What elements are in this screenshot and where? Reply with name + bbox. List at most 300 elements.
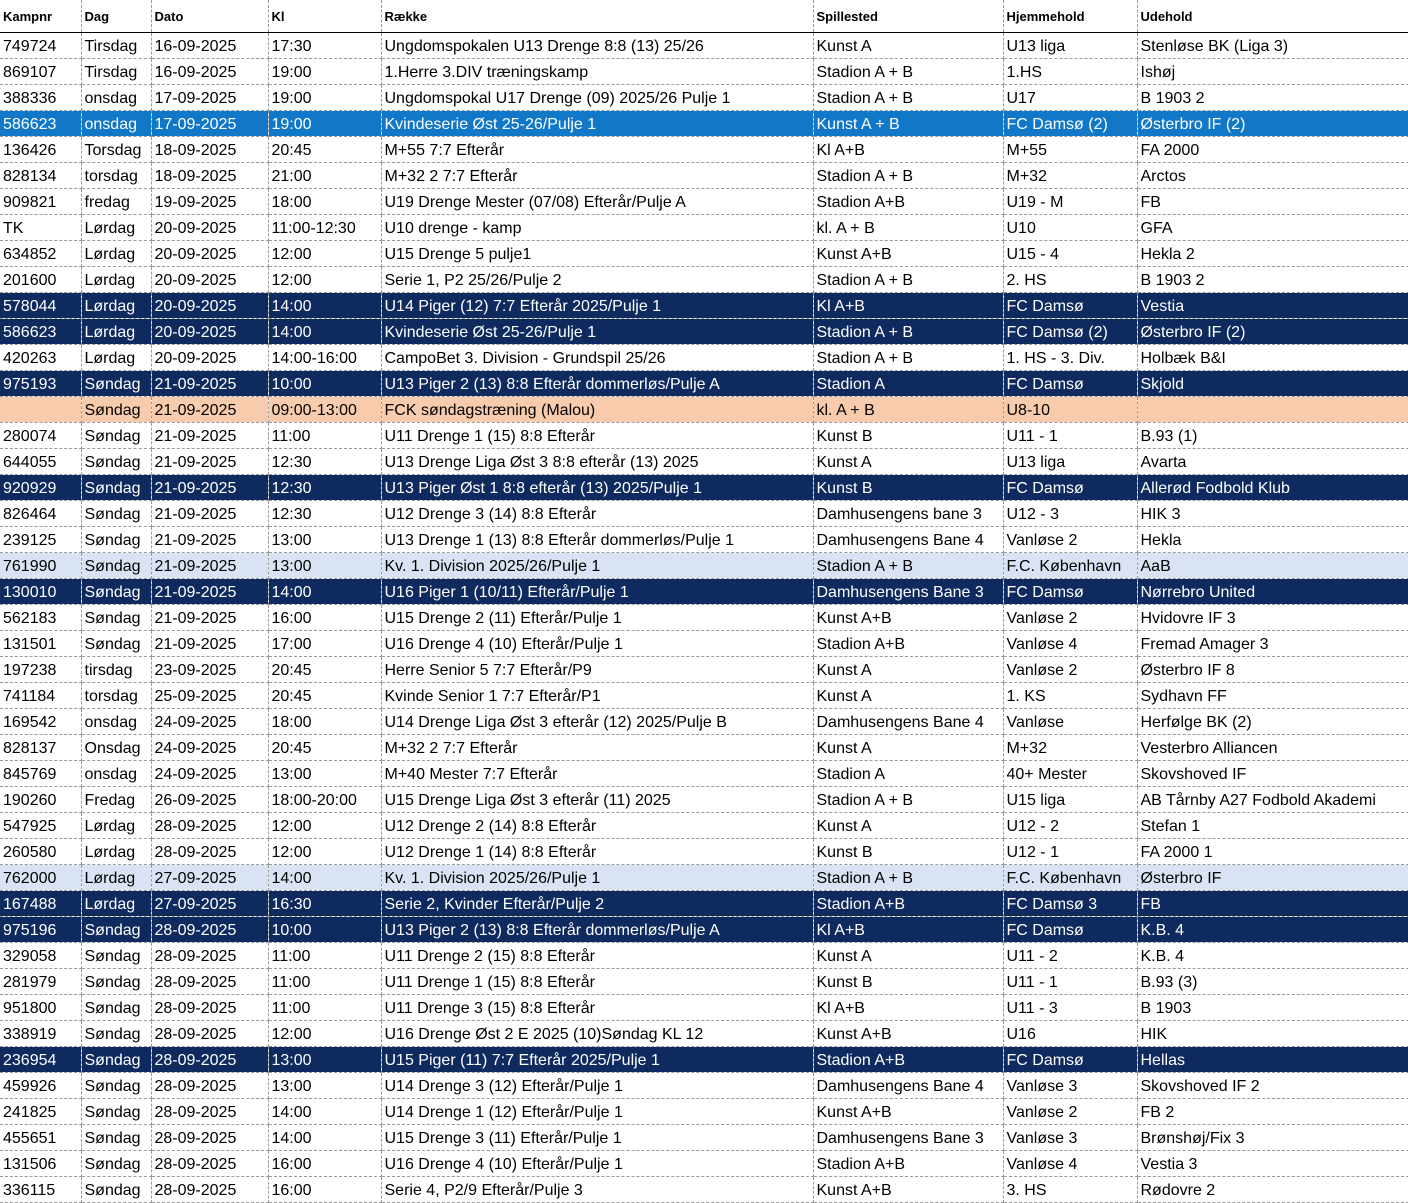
cell-kampnr[interactable]: 169542 [0,709,81,735]
cell-raekke[interactable]: Kvinde Senior 1 7:7 Efterår/P1 [381,683,813,709]
table-row[interactable] [0,85,1408,111]
cell-udehold[interactable]: Skovshoved IF [1137,761,1408,787]
cell-kl[interactable]: 12:00 [268,267,381,293]
cell-raekke[interactable]: CampoBet 3. Division - Grundspil 25/26 [381,345,813,371]
cell-dato[interactable]: 27-09-2025 [151,865,268,891]
cell-kampnr[interactable]: 459926 [0,1073,81,1099]
table-row[interactable] [0,449,1408,475]
cell-dag[interactable]: onsdag [81,761,151,787]
cell-udehold[interactable]: Sydhavn FF [1137,683,1408,709]
cell-spillested[interactable]: Damhusengens Bane 4 [813,527,1003,553]
cell-kl[interactable]: 12:00 [268,839,381,865]
cell-dag[interactable]: Fredag [81,787,151,813]
cell-dato[interactable]: 21-09-2025 [151,553,268,579]
cell-spillested[interactable]: Kunst B [813,969,1003,995]
cell-raekke[interactable]: U13 Drenge Liga Øst 3 8:8 efterår (13) 2025 [381,449,813,475]
table-row[interactable] [0,501,1408,527]
cell-dag[interactable]: Søndag [81,371,151,397]
cell-kampnr[interactable]: 130010 [0,579,81,605]
cell-dato[interactable]: 24-09-2025 [151,761,268,787]
cell-hjemmehold[interactable]: FC Damsø (2) [1003,111,1137,137]
cell-raekke[interactable]: U11 Drenge 1 (15) 8:8 Efterår [381,423,813,449]
table-row[interactable] [0,865,1408,891]
cell-spillested[interactable]: Stadion A+B [813,631,1003,657]
cell-dag[interactable]: Søndag [81,969,151,995]
cell-dag[interactable]: Søndag [81,579,151,605]
cell-hjemmehold[interactable]: 1. HS - 3. Div. [1003,345,1137,371]
cell-kampnr[interactable]: 845769 [0,761,81,787]
cell-kampnr[interactable]: 828134 [0,163,81,189]
table-row[interactable] [0,1151,1408,1177]
cell-kl[interactable]: 14:00 [268,1125,381,1151]
cell-hjemmehold[interactable]: Vanløse 4 [1003,1151,1137,1177]
cell-kampnr[interactable] [0,397,81,423]
cell-dato[interactable]: 24-09-2025 [151,735,268,761]
cell-dag[interactable]: Søndag [81,1021,151,1047]
cell-dag[interactable]: Onsdag [81,735,151,761]
cell-udehold[interactable]: K.B. 4 [1137,943,1408,969]
cell-kampnr[interactable]: 975196 [0,917,81,943]
cell-udehold[interactable]: Stefan 1 [1137,813,1408,839]
cell-dag[interactable]: Søndag [81,917,151,943]
cell-hjemmehold[interactable]: Vanløse 3 [1003,1125,1137,1151]
cell-kampnr[interactable]: 951800 [0,995,81,1021]
cell-dato[interactable]: 21-09-2025 [151,527,268,553]
cell-raekke[interactable]: U14 Piger (12) 7:7 Efterår 2025/Pulje 1 [381,293,813,319]
cell-hjemmehold[interactable]: U11 - 1 [1003,423,1137,449]
cell-hjemmehold[interactable]: U12 - 1 [1003,839,1137,865]
cell-raekke[interactable]: Kv. 1. Division 2025/26/Pulje 1 [381,865,813,891]
cell-udehold[interactable]: Brønshøj/Fix 3 [1137,1125,1408,1151]
cell-spillested[interactable]: Kunst B [813,839,1003,865]
cell-dag[interactable]: Søndag [81,449,151,475]
cell-hjemmehold[interactable]: U12 - 3 [1003,501,1137,527]
cell-kampnr[interactable]: 190260 [0,787,81,813]
cell-dag[interactable]: Lørdag [81,345,151,371]
cell-dato[interactable]: 28-09-2025 [151,1021,268,1047]
cell-dato[interactable]: 21-09-2025 [151,397,268,423]
cell-kampnr[interactable]: 578044 [0,293,81,319]
cell-kampnr[interactable]: 388336 [0,85,81,111]
cell-hjemmehold[interactable]: FC Damsø [1003,371,1137,397]
cell-udehold[interactable]: B.93 (3) [1137,969,1408,995]
cell-dato[interactable]: 26-09-2025 [151,787,268,813]
cell-raekke[interactable]: M+32 2 7:7 Efterår [381,735,813,761]
cell-spillested[interactable]: Kunst A+B [813,1021,1003,1047]
cell-dato[interactable]: 28-09-2025 [151,1125,268,1151]
cell-kampnr[interactable]: TK [0,215,81,241]
cell-udehold[interactable]: Avarta [1137,449,1408,475]
cell-dag[interactable]: torsdag [81,683,151,709]
cell-kampnr[interactable]: 131501 [0,631,81,657]
cell-raekke[interactable]: U16 Drenge 4 (10) Efterår/Pulje 1 [381,1151,813,1177]
cell-hjemmehold[interactable]: 3. HS [1003,1177,1137,1203]
cell-kampnr[interactable]: 260580 [0,839,81,865]
cell-hjemmehold[interactable]: Vanløse 2 [1003,1099,1137,1125]
cell-raekke[interactable]: U16 Drenge Øst 2 E 2025 (10)Søndag KL 12 [381,1021,813,1047]
cell-kampnr[interactable]: 762000 [0,865,81,891]
cell-spillested[interactable]: Kunst A+B [813,1177,1003,1203]
cell-udehold[interactable]: Vesterbro Alliancen [1137,735,1408,761]
cell-dag[interactable]: Lørdag [81,241,151,267]
table-row[interactable] [0,59,1408,85]
cell-dag[interactable]: Søndag [81,501,151,527]
cell-udehold[interactable]: K.B. 4 [1137,917,1408,943]
cell-dag[interactable]: Søndag [81,1073,151,1099]
table-row[interactable] [0,137,1408,163]
table-row[interactable] [0,683,1408,709]
cell-hjemmehold[interactable]: Vanløse 3 [1003,1073,1137,1099]
cell-hjemmehold[interactable]: U11 - 3 [1003,995,1137,1021]
cell-raekke[interactable]: Serie 2, Kvinder Efterår/Pulje 2 [381,891,813,917]
cell-spillested[interactable]: Stadion A + B [813,787,1003,813]
cell-spillested[interactable]: Kunst A [813,943,1003,969]
cell-dato[interactable]: 28-09-2025 [151,1047,268,1073]
cell-udehold[interactable]: Østerbro IF 8 [1137,657,1408,683]
cell-dato[interactable]: 20-09-2025 [151,293,268,319]
cell-kampnr[interactable]: 281979 [0,969,81,995]
cell-dato[interactable]: 28-09-2025 [151,995,268,1021]
table-row[interactable] [0,787,1408,813]
cell-hjemmehold[interactable]: M+55 [1003,137,1137,163]
cell-raekke[interactable]: 1.Herre 3.DIV træningskamp [381,59,813,85]
cell-dato[interactable]: 20-09-2025 [151,345,268,371]
cell-dato[interactable]: 28-09-2025 [151,943,268,969]
header-udehold[interactable]: Udehold [1137,0,1408,33]
cell-hjemmehold[interactable]: FC Damsø [1003,293,1137,319]
cell-dag[interactable]: Søndag [81,527,151,553]
cell-kl[interactable]: 18:00 [268,709,381,735]
cell-dato[interactable]: 28-09-2025 [151,1151,268,1177]
cell-raekke[interactable]: Kvindeserie Øst 25-26/Pulje 1 [381,319,813,345]
cell-kampnr[interactable]: 644055 [0,449,81,475]
cell-hjemmehold[interactable]: U19 - M [1003,189,1137,215]
cell-kampnr[interactable]: 634852 [0,241,81,267]
cell-raekke[interactable]: U13 Piger Øst 1 8:8 efterår (13) 2025/Pulje 1 [381,475,813,501]
cell-spillested[interactable]: Kunst A + B [813,111,1003,137]
table-row[interactable] [0,917,1408,943]
cell-udehold[interactable]: Herfølge BK (2) [1137,709,1408,735]
cell-dato[interactable]: 16-09-2025 [151,59,268,85]
cell-raekke[interactable]: Kvindeserie Øst 25-26/Pulje 1 [381,111,813,137]
cell-udehold[interactable]: Fremad Amager 3 [1137,631,1408,657]
table-row[interactable] [0,969,1408,995]
cell-spillested[interactable]: Kunst B [813,475,1003,501]
cell-dag[interactable]: Lørdag [81,891,151,917]
cell-udehold[interactable]: AB Tårnby A27 Fodbold Akademi [1137,787,1408,813]
cell-hjemmehold[interactable]: Vanløse 2 [1003,657,1137,683]
cell-raekke[interactable]: M+32 2 7:7 Efterår [381,163,813,189]
cell-dato[interactable]: 18-09-2025 [151,163,268,189]
cell-spillested[interactable]: Stadion A+B [813,1151,1003,1177]
table-row[interactable] [0,241,1408,267]
cell-kl[interactable]: 11:00 [268,423,381,449]
cell-kampnr[interactable]: 909821 [0,189,81,215]
cell-dato[interactable]: 21-09-2025 [151,605,268,631]
cell-dag[interactable]: Søndag [81,1047,151,1073]
cell-kl[interactable]: 11:00 [268,995,381,1021]
cell-spillested[interactable]: Kunst A [813,657,1003,683]
cell-hjemmehold[interactable]: FC Damsø [1003,579,1137,605]
table-row[interactable] [0,1047,1408,1073]
header-dato[interactable]: Dato [151,0,268,33]
table-row[interactable] [0,293,1408,319]
cell-raekke[interactable]: M+40 Mester 7:7 Efterår [381,761,813,787]
cell-udehold[interactable]: FB 2 [1137,1099,1408,1125]
cell-kl[interactable]: 11:00-12:30 [268,215,381,241]
cell-spillested[interactable]: Kunst A [813,813,1003,839]
cell-hjemmehold[interactable]: FC Damsø [1003,1047,1137,1073]
table-row[interactable] [0,267,1408,293]
cell-raekke[interactable]: U13 Drenge 1 (13) 8:8 Efterår dommerløs/Pulje 1 [381,527,813,553]
table-row[interactable] [0,579,1408,605]
cell-dato[interactable]: 28-09-2025 [151,839,268,865]
cell-kampnr[interactable]: 826464 [0,501,81,527]
cell-dato[interactable]: 19-09-2025 [151,189,268,215]
cell-dato[interactable]: 21-09-2025 [151,449,268,475]
cell-kl[interactable]: 18:00 [268,189,381,215]
cell-spillested[interactable]: Stadion A [813,761,1003,787]
cell-kampnr[interactable]: 136426 [0,137,81,163]
cell-kampnr[interactable]: 749724 [0,33,81,59]
cell-spillested[interactable]: Stadion A + B [813,59,1003,85]
cell-spillested[interactable]: Stadion A + B [813,163,1003,189]
table-row[interactable] [0,553,1408,579]
cell-raekke[interactable]: U14 Drenge 3 (12) Efterår/Pulje 1 [381,1073,813,1099]
cell-kl[interactable]: 13:00 [268,553,381,579]
table-row[interactable] [0,397,1408,423]
cell-udehold[interactable]: FA 2000 1 [1137,839,1408,865]
header-raekke[interactable]: Række [381,0,813,33]
cell-kl[interactable]: 16:30 [268,891,381,917]
cell-dag[interactable]: Søndag [81,1177,151,1203]
table-row[interactable] [0,839,1408,865]
cell-dag[interactable]: Lørdag [81,215,151,241]
cell-hjemmehold[interactable]: Vanløse 2 [1003,527,1137,553]
cell-kl[interactable]: 19:00 [268,59,381,85]
cell-kl[interactable]: 09:00-13:00 [268,397,381,423]
cell-dato[interactable]: 28-09-2025 [151,1073,268,1099]
cell-raekke[interactable]: U19 Drenge Mester (07/08) Efterår/Pulje A [381,189,813,215]
cell-udehold[interactable]: HIK 3 [1137,501,1408,527]
cell-udehold[interactable]: Skjold [1137,371,1408,397]
cell-dag[interactable]: Søndag [81,1125,151,1151]
cell-hjemmehold[interactable]: M+32 [1003,163,1137,189]
table-row[interactable] [0,631,1408,657]
table-row[interactable] [0,423,1408,449]
header-spillested[interactable]: Spillested [813,0,1003,33]
cell-udehold[interactable]: Vestia [1137,293,1408,319]
cell-kl[interactable]: 14:00 [268,319,381,345]
cell-dato[interactable]: 18-09-2025 [151,137,268,163]
cell-spillested[interactable]: Kunst B [813,423,1003,449]
cell-dag[interactable]: Søndag [81,1099,151,1125]
cell-hjemmehold[interactable]: U17 [1003,85,1137,111]
table-row[interactable] [0,1125,1408,1151]
cell-kl[interactable]: 16:00 [268,1177,381,1203]
cell-udehold[interactable]: Hekla [1137,527,1408,553]
cell-kl[interactable]: 13:00 [268,527,381,553]
cell-kampnr[interactable]: 167488 [0,891,81,917]
table-row[interactable] [0,1021,1408,1047]
cell-spillested[interactable]: Stadion A + B [813,85,1003,111]
cell-dag[interactable]: Søndag [81,943,151,969]
cell-spillested[interactable]: Kunst A+B [813,605,1003,631]
cell-kampnr[interactable]: 828137 [0,735,81,761]
cell-spillested[interactable]: Stadion A + B [813,319,1003,345]
cell-hjemmehold[interactable]: FC Damsø [1003,917,1137,943]
cell-hjemmehold[interactable]: U15 liga [1003,787,1137,813]
cell-dato[interactable]: 27-09-2025 [151,891,268,917]
cell-raekke[interactable]: Ungdomspokalen U13 Drenge 8:8 (13) 25/26 [381,33,813,59]
cell-dag[interactable]: Torsdag [81,137,151,163]
cell-spillested[interactable]: Stadion A [813,371,1003,397]
cell-hjemmehold[interactable]: U11 - 2 [1003,943,1137,969]
cell-hjemmehold[interactable]: U13 liga [1003,449,1137,475]
cell-spillested[interactable]: Kl A+B [813,995,1003,1021]
cell-dato[interactable]: 21-09-2025 [151,579,268,605]
cell-hjemmehold[interactable]: Vanløse 2 [1003,605,1137,631]
cell-udehold[interactable]: Arctos [1137,163,1408,189]
cell-raekke[interactable]: Herre Senior 5 7:7 Efterår/P9 [381,657,813,683]
cell-kl[interactable]: 10:00 [268,371,381,397]
cell-kl[interactable]: 10:00 [268,917,381,943]
cell-udehold[interactable]: B.93 (1) [1137,423,1408,449]
cell-hjemmehold[interactable]: Vanløse 4 [1003,631,1137,657]
cell-dato[interactable]: 28-09-2025 [151,917,268,943]
cell-hjemmehold[interactable]: U12 - 2 [1003,813,1137,839]
cell-hjemmehold[interactable]: U8-10 [1003,397,1137,423]
cell-udehold[interactable]: GFA [1137,215,1408,241]
cell-raekke[interactable]: U14 Drenge Liga Øst 3 efterår (12) 2025/Pulje B [381,709,813,735]
cell-kampnr[interactable]: 975193 [0,371,81,397]
cell-dag[interactable]: Lørdag [81,813,151,839]
cell-hjemmehold[interactable]: FC Damsø [1003,475,1137,501]
cell-udehold[interactable]: B 1903 2 [1137,267,1408,293]
cell-spillested[interactable]: Damhusengens Bane 4 [813,709,1003,735]
cell-dag[interactable]: Søndag [81,631,151,657]
cell-kampnr[interactable]: 455651 [0,1125,81,1151]
cell-dag[interactable]: tirsdag [81,657,151,683]
cell-kampnr[interactable]: 329058 [0,943,81,969]
cell-dato[interactable]: 17-09-2025 [151,111,268,137]
cell-kl[interactable]: 12:30 [268,501,381,527]
cell-dato[interactable]: 21-09-2025 [151,371,268,397]
cell-kl[interactable]: 12:00 [268,241,381,267]
cell-spillested[interactable]: Kl A+B [813,917,1003,943]
header-dag[interactable]: Dag [81,0,151,33]
cell-dag[interactable]: Søndag [81,553,151,579]
header-hjemmehold[interactable]: Hjemmehold [1003,0,1137,33]
cell-kl[interactable]: 19:00 [268,85,381,111]
cell-kampnr[interactable]: 547925 [0,813,81,839]
cell-kl[interactable]: 14:00-16:00 [268,345,381,371]
cell-spillested[interactable]: kl. A + B [813,215,1003,241]
cell-dag[interactable]: Søndag [81,423,151,449]
cell-hjemmehold[interactable]: U16 [1003,1021,1137,1047]
cell-spillested[interactable]: Stadion A+B [813,891,1003,917]
cell-kl[interactable]: 20:45 [268,657,381,683]
cell-raekke[interactable]: U13 Piger 2 (13) 8:8 Efterår dommerløs/Pulje A [381,371,813,397]
cell-dag[interactable]: Lørdag [81,293,151,319]
cell-kl[interactable]: 21:00 [268,163,381,189]
cell-kl[interactable]: 16:00 [268,605,381,631]
cell-dato[interactable]: 28-09-2025 [151,813,268,839]
table-row[interactable] [0,709,1408,735]
cell-udehold[interactable]: Holbæk B&I [1137,345,1408,371]
cell-udehold[interactable]: Rødovre 2 [1137,1177,1408,1203]
table-row[interactable] [0,189,1408,215]
cell-dato[interactable]: 21-09-2025 [151,501,268,527]
cell-kl[interactable]: 16:00 [268,1151,381,1177]
cell-dag[interactable]: Søndag [81,605,151,631]
cell-spillested[interactable]: Stadion A + B [813,865,1003,891]
cell-kampnr[interactable]: 236954 [0,1047,81,1073]
table-row[interactable] [0,761,1408,787]
cell-spillested[interactable]: Damhusengens Bane 3 [813,579,1003,605]
cell-kampnr[interactable]: 239125 [0,527,81,553]
cell-dato[interactable]: 21-09-2025 [151,423,268,449]
cell-hjemmehold[interactable]: 1.HS [1003,59,1137,85]
cell-spillested[interactable]: Damhusengens bane 3 [813,501,1003,527]
cell-dag[interactable]: fredag [81,189,151,215]
cell-kampnr[interactable]: 280074 [0,423,81,449]
cell-dato[interactable]: 20-09-2025 [151,215,268,241]
cell-raekke[interactable]: Serie 1, P2 25/26/Pulje 2 [381,267,813,293]
cell-kampnr[interactable]: 869107 [0,59,81,85]
cell-dag[interactable]: onsdag [81,709,151,735]
cell-hjemmehold[interactable]: U13 liga [1003,33,1137,59]
cell-spillested[interactable]: Damhusengens Bane 4 [813,1073,1003,1099]
cell-kl[interactable]: 14:00 [268,865,381,891]
cell-spillested[interactable]: Kunst A+B [813,1099,1003,1125]
table-row[interactable] [0,33,1408,59]
cell-kampnr[interactable]: 201600 [0,267,81,293]
cell-raekke[interactable]: U16 Piger 1 (10/11) Efterår/Pulje 1 [381,579,813,605]
cell-kampnr[interactable]: 420263 [0,345,81,371]
cell-udehold[interactable]: B 1903 [1137,995,1408,1021]
cell-raekke[interactable]: U14 Drenge 1 (12) Efterår/Pulje 1 [381,1099,813,1125]
table-row[interactable] [0,943,1408,969]
cell-kampnr[interactable]: 586623 [0,319,81,345]
cell-dag[interactable]: Lørdag [81,267,151,293]
cell-dato[interactable]: 20-09-2025 [151,319,268,345]
cell-hjemmehold[interactable]: FC Damsø (2) [1003,319,1137,345]
cell-udehold[interactable]: Hellas [1137,1047,1408,1073]
cell-dag[interactable]: Søndag [81,397,151,423]
cell-kampnr[interactable]: 586623 [0,111,81,137]
cell-dato[interactable]: 17-09-2025 [151,85,268,111]
cell-udehold[interactable]: FA 2000 [1137,137,1408,163]
cell-udehold[interactable]: Østerbro IF [1137,865,1408,891]
cell-kampnr[interactable]: 741184 [0,683,81,709]
table-row[interactable] [0,215,1408,241]
cell-kampnr[interactable]: 562183 [0,605,81,631]
cell-udehold[interactable]: AaB [1137,553,1408,579]
table-row[interactable] [0,319,1408,345]
table-row[interactable] [0,345,1408,371]
header-kl[interactable]: Kl [268,0,381,33]
cell-dag[interactable]: torsdag [81,163,151,189]
cell-dag[interactable]: Tirsdag [81,33,151,59]
cell-hjemmehold[interactable]: 2. HS [1003,267,1137,293]
table-row[interactable] [0,1073,1408,1099]
cell-kl[interactable]: 14:00 [268,1099,381,1125]
cell-hjemmehold[interactable]: U11 - 1 [1003,969,1137,995]
header-kampnr[interactable]: Kampnr [0,0,81,33]
cell-spillested[interactable]: Stadion A + B [813,345,1003,371]
cell-dag[interactable]: onsdag [81,85,151,111]
